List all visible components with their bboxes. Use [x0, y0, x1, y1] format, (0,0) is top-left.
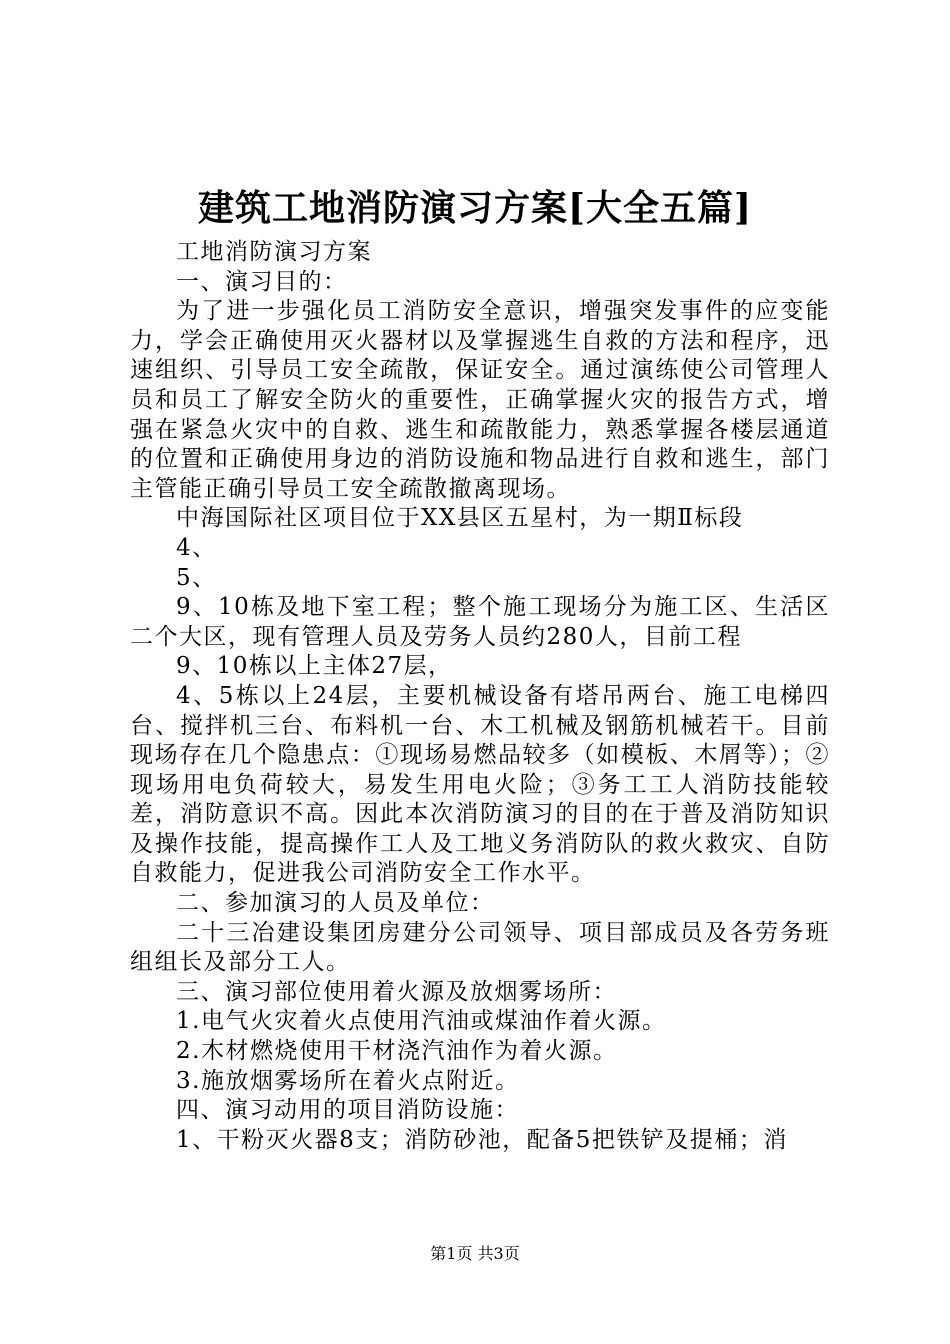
paragraph-section-1-heading: 一、演习目的： — [176, 268, 348, 295]
paragraph-fire-source-2: 2.木材燃烧使用干材浇汽油作为着火源。 — [176, 1038, 618, 1065]
paragraph-section-4-heading: 四、演习动用的项目消防设施： — [176, 1097, 519, 1124]
page-footer: 第1页 共3页 — [430, 1244, 520, 1263]
paragraph-item-4: 4、 — [176, 534, 217, 561]
paragraph-section-3-heading: 三、演习部位使用着火源及放烟雾场所： — [176, 978, 617, 1005]
paragraph-participants: 二十三冶建设集团房建分公司领导、项目部成员及各劳务班组组长及部分工人。 — [130, 919, 830, 976]
paragraph-hazards: 4、5栋以上24层，主要机械设备有塔吊两台、施工电梯四台、搅拌机三台、布料机一台、木工机械及钢筋机械若干。目前现场存在几个隐患点：①现场易燃品较多（如模板、木屑等）；②现场用电负荷较大，易发生用电火险；③务工工人消防技能较差，消防意识不高。因此本次消防演习的目的在于普及消防知识及操作技能，提高操作工人及工地义务消防队的救火救灾、自防自救能力，促进我公司消防安全工作水平。 — [130, 682, 830, 887]
document-body — [130, 238, 830, 1155]
paragraph-subtitle: 工地消防演习方案 — [176, 239, 372, 265]
document-title: 建筑工地消防演习方案[大全五篇] — [197, 187, 753, 229]
paragraph-purpose: 为了进一步强化员工消防安全意识，增强突发事件的应变能力，学会正确使用灭火器材以及掌握逃生自救的方法和程序，迅速组织、引导员工安全疏散，保证安全。通过演练使公司管理人员和员工了解安全防火的重要性，正确掌握火灾的报告方式，增强在紧急火灾中的自救、逃生和疏散能力，熟悉掌握各楼层通道的位置和正确使用身边的消防设施和物品进行自救和逃生，部门主管能正确引导员工安全疏散撤离现场。 — [130, 298, 830, 502]
paragraph-building-9-10: 9、10栋以上主体27层， — [176, 653, 453, 680]
paragraph-section-2-heading: 二、参加演习的人员及单位： — [176, 890, 495, 917]
paragraph-item-5: 5、 — [176, 564, 217, 591]
paragraph-fire-source-1: 1.电气火灾着火点使用汽油或煤油作着火源。 — [176, 1008, 667, 1035]
paragraph-fire-source-3: 3.施放烟雾场所在着火点附近。 — [176, 1067, 520, 1094]
paragraph-facilities-1: 1、干粉灭火器8支；消防砂池，配备5把铁铲及提桶；消 — [176, 1126, 788, 1153]
paragraph-site-areas: 9、10栋及地下室工程；整个施工现场分为施工区、生活区二个大区，现有管理人员及劳务人员约280人，目前工程 — [130, 594, 830, 650]
paragraph-project-location: 中海国际社区项目位于XX县区五星村，为一期Ⅱ标段 — [176, 505, 744, 532]
